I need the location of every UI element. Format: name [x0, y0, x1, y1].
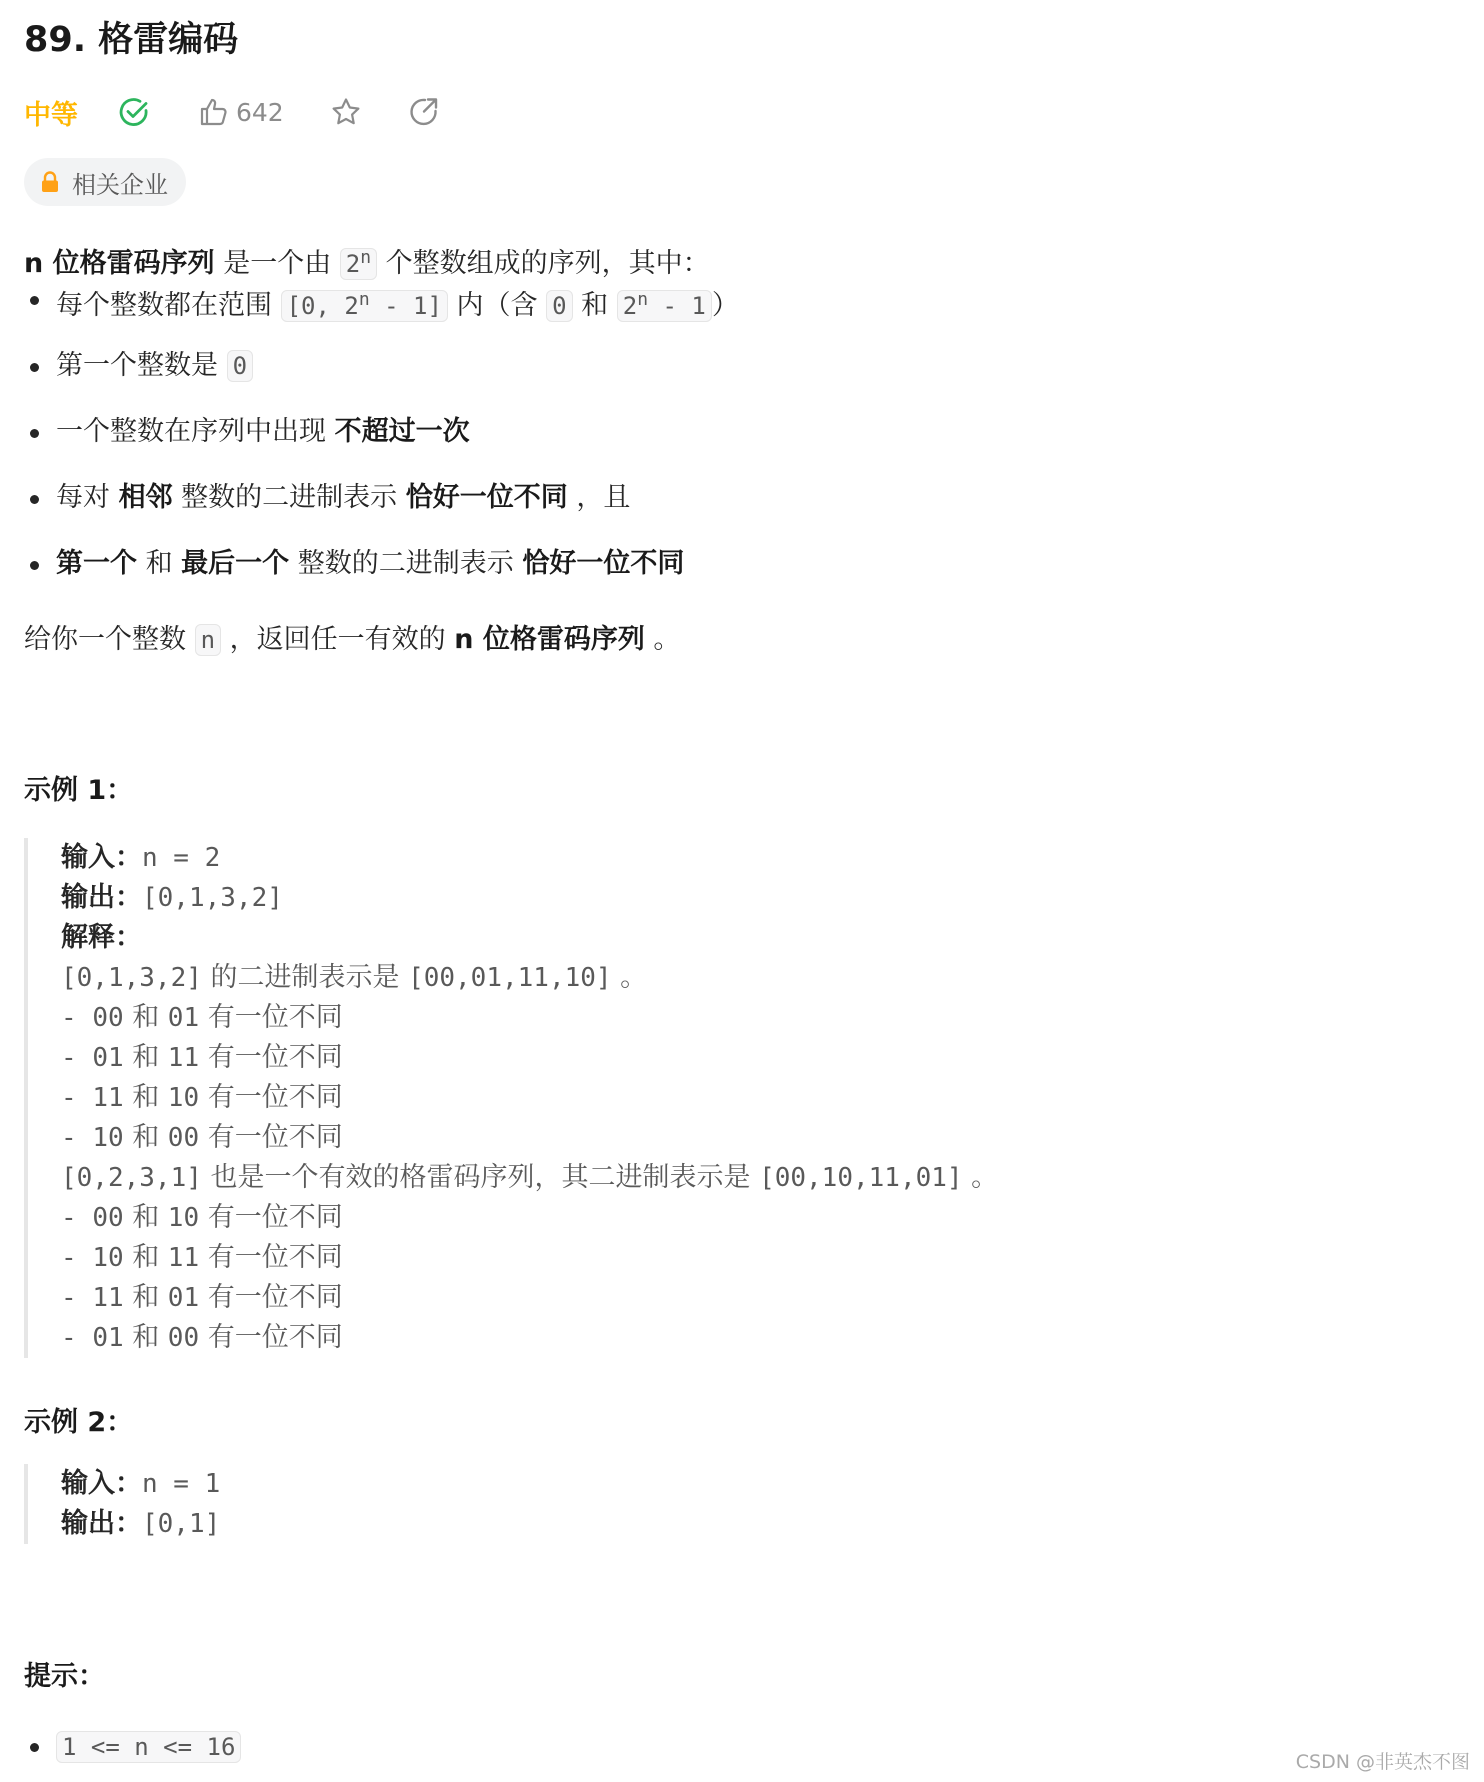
pair-line [61, 998, 998, 1038]
pair-text: - [61, 1283, 93, 1313]
difficulty-badge: 中等 [24, 99, 78, 131]
example-2-output: 输出：[0,1] [61, 1508, 221, 1539]
rule-item-2: 第一个整数是 0 [56, 346, 253, 386]
pair-text: - [61, 1243, 93, 1273]
pair-line [61, 1238, 998, 1278]
bullet [30, 296, 39, 305]
range-code: [0, 2$^n$ - 1] [281, 290, 448, 322]
problem-title: 89. 格雷编码 [24, 20, 239, 60]
share-icon[interactable] [408, 96, 440, 128]
pair-text: - [61, 1043, 93, 1073]
pair-text: 11 [167, 1043, 200, 1073]
related-companies-label: 相关企业 [72, 170, 168, 199]
pair-text: 和 [123, 1282, 168, 1313]
constraint-code: 1 <= n <= 16 [56, 1731, 241, 1763]
pair-text: 11 [167, 1243, 200, 1273]
pair-text: 和 [123, 1242, 168, 1273]
bullet [30, 495, 39, 504]
example-1-pairs [61, 998, 998, 1158]
example-2-input: 输入：n = 1 [61, 1468, 221, 1499]
example-1-explain-line-2: [0,2,3,1] 也是一个有效的格雷码序列，其二进制表示是 [00,10,11,01] 。 [61, 1162, 999, 1193]
check-circle-icon [118, 96, 150, 128]
pair-text: 和 [123, 1042, 168, 1073]
pair-text: 和 [123, 1002, 168, 1033]
pair-text: 有一位不同 [199, 1002, 343, 1033]
hint-item [56, 1727, 241, 1767]
pair-text: 和 [123, 1122, 168, 1153]
bullet [30, 363, 39, 372]
pair-line [61, 1078, 998, 1118]
pair-text: - [61, 1203, 93, 1233]
pair-line [61, 1198, 998, 1238]
zero-code: 0 [227, 350, 253, 382]
bullet [30, 429, 39, 438]
pair-text: - [61, 1123, 93, 1153]
pair-text: 有一位不同 [199, 1082, 343, 1113]
pair-line [61, 1318, 998, 1358]
intro-end: 个整数组成的序列，其中： [377, 248, 710, 279]
rule-item-5: 第一个 和 最后一个 整数的二进制表示 恰好一位不同 [56, 548, 685, 579]
pair-text: 和 [123, 1322, 168, 1353]
example-2-block [24, 1464, 220, 1544]
example-1-pairs-2 [61, 1198, 998, 1358]
pair-text: - [61, 1323, 93, 1353]
intro-bold: n 位格雷码序列 [24, 248, 215, 279]
rule-item-4: 每对 相邻 整数的二进制表示 恰好一位不同 ，且 [56, 482, 631, 513]
pair-text: 10 [167, 1203, 200, 1233]
pair-text: 11 [92, 1083, 124, 1113]
pair-line [61, 1118, 998, 1158]
pair-text: 01 [92, 1323, 124, 1353]
pair-text: 有一位不同 [199, 1322, 343, 1353]
pair-text: - [61, 1003, 93, 1033]
problem-meta-row [24, 92, 440, 132]
pair-text: 有一位不同 [199, 1202, 343, 1233]
example-1-explain-line: [0,1,3,2] 的二进制表示是 [00,01,11,10] 。 [61, 962, 648, 993]
pair-text: 01 [167, 1003, 200, 1033]
pair-text: 00 [92, 1203, 124, 1233]
like-count: 642 [236, 97, 284, 127]
example-1-block [24, 838, 998, 1358]
pair-text: 10 [92, 1123, 124, 1153]
example-1-output: 输出：[0,1,3,2] [61, 882, 283, 913]
upper-code: 2$^n$ - 1 [617, 290, 712, 322]
thumbs-up-icon [198, 96, 230, 128]
watermark: CSDN @非英杰不图 [1295, 1751, 1470, 1773]
pair-text: 有一位不同 [199, 1282, 343, 1313]
bullet [30, 561, 39, 570]
pair-line [61, 1038, 998, 1078]
pair-text: 10 [92, 1243, 124, 1273]
pair-text: 和 [123, 1082, 168, 1113]
pair-text: 00 [167, 1323, 200, 1353]
bullet [30, 1743, 39, 1752]
intro-paragraph [24, 238, 710, 284]
pair-text: 11 [92, 1283, 124, 1313]
pair-text: 和 [123, 1202, 168, 1233]
example-1-explain-label: 解释： [61, 922, 142, 953]
rule-item-1: 每个整数都在范围 [0, 2$^n$ - 1] 内（含 0 和 2$^n$ - 1 ） [56, 289, 739, 321]
pair-text: 00 [92, 1003, 124, 1033]
example-1-heading: 示例 1： [24, 775, 134, 806]
hints-heading: 提示： [24, 1661, 105, 1692]
like-button[interactable] [198, 96, 284, 128]
task-paragraph: 给你一个整数 n ，返回任一有效的 n 位格雷码序列 。 [24, 624, 681, 655]
pair-line [61, 1278, 998, 1318]
pair-text: 01 [167, 1283, 200, 1313]
pair-text: 10 [167, 1083, 200, 1113]
pair-text: 01 [92, 1043, 124, 1073]
intro-code: 2$^n$ [340, 248, 377, 280]
pair-text: 有一位不同 [199, 1122, 343, 1153]
pair-text: - [61, 1083, 93, 1113]
zero-code: 0 [546, 290, 572, 322]
star-icon[interactable] [330, 96, 362, 128]
example-2-heading: 示例 2： [24, 1407, 134, 1438]
pair-text: 00 [167, 1123, 200, 1153]
n-code: n [195, 624, 221, 656]
example-1-input: 输入：n = 2 [61, 842, 221, 873]
intro-text: 是一个由 [214, 248, 340, 279]
rule-item-3: 一个整数在序列中出现 不超过一次 [56, 416, 470, 447]
related-companies-button[interactable] [24, 158, 186, 206]
lock-icon [40, 171, 60, 193]
pair-text: 有一位不同 [199, 1242, 343, 1273]
pair-text: 有一位不同 [199, 1042, 343, 1073]
